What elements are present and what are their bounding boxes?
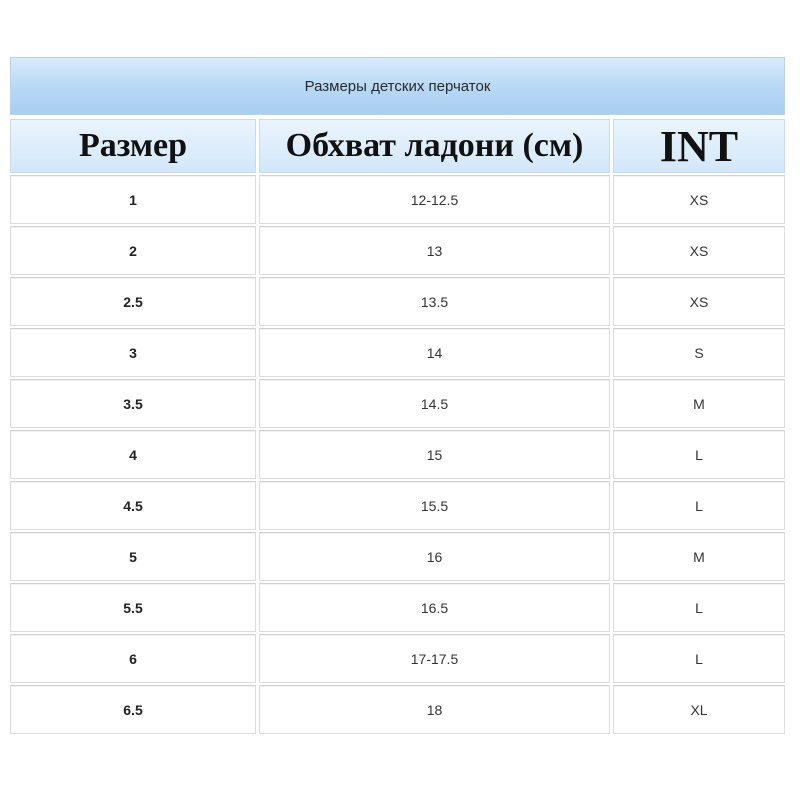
cell-size: 4	[10, 430, 256, 479]
cell-size: 3	[10, 328, 256, 377]
cell-size: 2.5	[10, 277, 256, 326]
cell-palm-girth: 13	[259, 226, 610, 275]
cell-size: 6	[10, 634, 256, 683]
cell-size: 6.5	[10, 685, 256, 734]
cell-int: XS	[613, 175, 785, 224]
cell-palm-girth: 12-12.5	[259, 175, 610, 224]
cell-int: L	[613, 634, 785, 683]
cell-palm-girth: 18	[259, 685, 610, 734]
cell-palm-girth: 13.5	[259, 277, 610, 326]
cell-size: 1	[10, 175, 256, 224]
header-palm-girth: Обхват ладони (см)	[259, 119, 610, 173]
cell-int: L	[613, 430, 785, 479]
cell-int: M	[613, 379, 785, 428]
cell-size: 5	[10, 532, 256, 581]
table-row	[10, 226, 785, 275]
table-row	[10, 277, 785, 326]
cell-palm-girth: 14	[259, 328, 610, 377]
table-row	[10, 379, 785, 428]
header-size: Размер	[10, 119, 256, 173]
table-row	[10, 481, 785, 530]
table-body	[10, 175, 785, 734]
cell-size: 2	[10, 226, 256, 275]
cell-int: XL	[613, 685, 785, 734]
cell-palm-girth: 15	[259, 430, 610, 479]
cell-int: L	[613, 481, 785, 530]
table-row	[10, 328, 785, 377]
cell-int: XS	[613, 226, 785, 275]
cell-int: S	[613, 328, 785, 377]
table-row	[10, 685, 785, 734]
size-table	[10, 57, 785, 736]
cell-palm-girth: 15.5	[259, 481, 610, 530]
cell-int: M	[613, 532, 785, 581]
table-row	[10, 532, 785, 581]
table-row	[10, 430, 785, 479]
table-title: Размеры детских перчаток	[10, 57, 785, 115]
cell-palm-girth: 16.5	[259, 583, 610, 632]
table-header-row	[10, 119, 785, 173]
cell-palm-girth: 14.5	[259, 379, 610, 428]
cell-int: XS	[613, 277, 785, 326]
cell-palm-girth: 17-17.5	[259, 634, 610, 683]
table-row	[10, 634, 785, 683]
cell-int: L	[613, 583, 785, 632]
cell-size: 5.5	[10, 583, 256, 632]
cell-size: 4.5	[10, 481, 256, 530]
table-row	[10, 583, 785, 632]
cell-size: 3.5	[10, 379, 256, 428]
header-int: INT	[613, 119, 785, 173]
table-row	[10, 175, 785, 224]
cell-palm-girth: 16	[259, 532, 610, 581]
